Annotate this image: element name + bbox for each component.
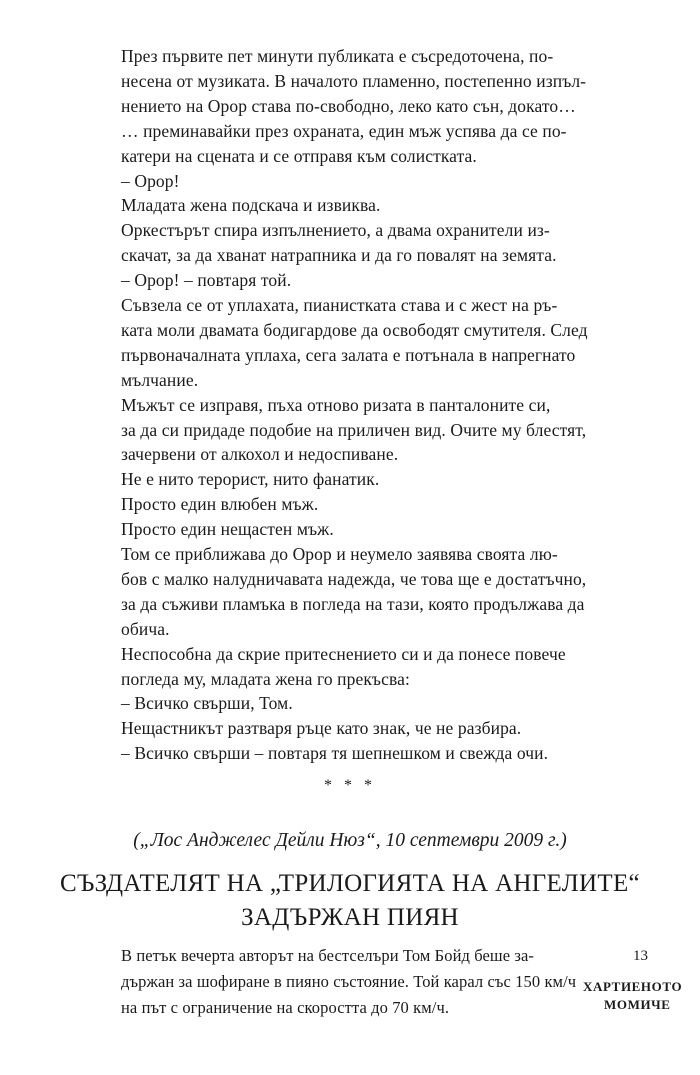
article-headline-line1: СЪЗДАТЕЛЯТ НА „ТРИЛОГИЯТА НА АНГЕЛИТЕ“	[60, 870, 640, 897]
page-number: 13	[633, 948, 648, 964]
body-line: Том се приближава до Орор и неумело заявява своята лю-	[121, 544, 558, 564]
body-line: обича.	[121, 618, 170, 639]
body-line: за да съживи пламъка в погледа на тази, която продължава да	[121, 593, 585, 614]
body-line: – Орор! – повтаря той.	[121, 270, 292, 291]
article-line: на път с ограничение на скоростта до 70 км/ч.	[121, 998, 450, 1017]
body-line: Просто един влюбен мъж.	[121, 494, 319, 515]
body-line: погледа му, младата жена го прекъсва:	[121, 668, 410, 689]
body-line: Младата жена подскача и извиква.	[121, 195, 381, 216]
body-line: нението на Орор става по-свободно, леко като сън, докато…	[121, 95, 576, 116]
body-line: Просто един нещастен мъж.	[121, 519, 334, 540]
body-line: Мъжът се изправя, пъха отново ризата в панталоните си,	[121, 394, 551, 415]
body-line: зачервени от алкохол и недоспиване.	[121, 444, 399, 465]
body-line: Оркестърът спира изпълнението, а двама охранители из-	[121, 220, 550, 241]
body-line: Нещастникът разтваря ръце като знак, че не разбира.	[121, 718, 522, 739]
running-head-title: МОМИЧЕ	[604, 997, 671, 1012]
body-line: – Всичко свърши, Том.	[121, 693, 293, 714]
body-line: първоначалната уплаха, сега залата е потънала в напрегнато	[121, 344, 576, 365]
article-source: („Лос Анджелес Дейли Нюз“, 10 септември 2009 г.)	[133, 830, 567, 851]
body-line: През първите пет минути публиката е съсредоточена, по-	[121, 46, 554, 66]
body-line: за да си придаде подобие на приличен вид. Очите му блестят,	[121, 419, 587, 440]
body-line: Съвзела се от уплахата, пианистката става и с жест на ръ-	[121, 295, 558, 315]
article-line: държан за шофиране в пияно състояние. Той карал със 150 км/ч	[121, 972, 577, 991]
body-line: … преминавайки през охраната, един мъж успява да се по-	[121, 120, 567, 141]
body-line: – Всичко свърши – повтаря тя шепнешком и свежда очи.	[121, 743, 549, 764]
body-line: несена от музиката. В началото пламенно, постепенно изпъл-	[121, 70, 587, 91]
running-head-title: ХАРТИЕНОТО	[583, 979, 683, 994]
body-line: мълчание.	[121, 369, 199, 390]
body-line: катери на сцената и се отправя към солистката.	[121, 145, 477, 166]
body-line: Не е нито терорист, нито фанатик.	[121, 469, 380, 490]
article-headline-line2: ЗАДЪРЖАН ПИЯН	[241, 904, 459, 931]
body-line: бов с малко налудничавата надежда, че това ще е достатъчно,	[121, 568, 587, 589]
article-line: В петък вечерта авторът на бестселъри Том Бойд беше за-	[121, 946, 535, 965]
body-line: скачат, за да хванат натрапника и да го повалят на земята.	[121, 245, 557, 266]
section-separator: * * *	[324, 777, 376, 794]
body-line: Неспособна да скрие притеснението си и да понесе повече	[121, 643, 566, 664]
body-line: – Орор!	[121, 170, 180, 191]
body-line: ката моли двамата бодигардове да освободят смутителя. След	[121, 319, 588, 340]
